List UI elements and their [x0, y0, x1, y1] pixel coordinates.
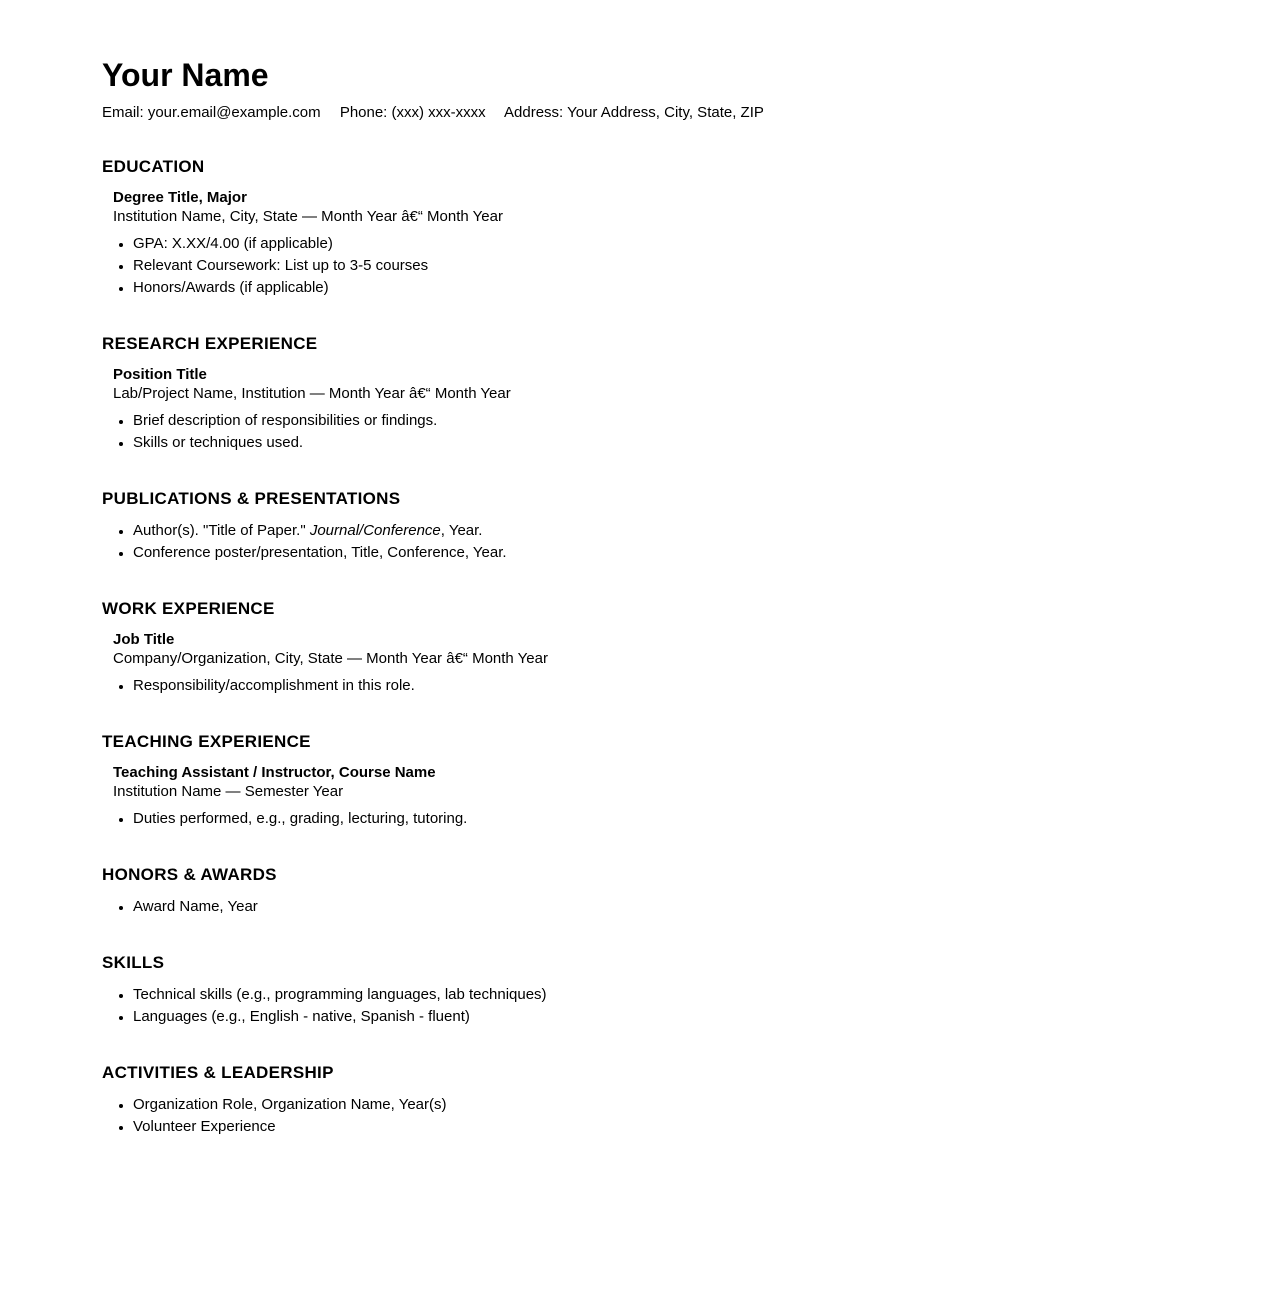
research-bullets [113, 410, 1158, 454]
publication-post: , Year. [440, 522, 483, 539]
section-heading-activities: ACTIVITIES & LEADERSHIP [102, 1063, 334, 1082]
contact-phone: Phone: (xxx) xxx-xxxx [339, 104, 486, 121]
bullet-volunteer: • Volunteer Experience [133, 1116, 1158, 1138]
section-work-experience [102, 599, 1158, 697]
section-heading-honors: HONORS & AWARDS [102, 865, 277, 884]
position-title: Position Title [113, 366, 207, 383]
teaching-institution-line: Institution Name — Semester Year [113, 783, 344, 800]
bullet-award: • Award Name, Year [133, 896, 1158, 918]
education-entry [113, 188, 1158, 299]
contact-email: Email: your.email@example.com [102, 104, 321, 121]
activities-bullets [102, 1094, 1158, 1138]
education-bullets [113, 233, 1158, 299]
institution-line: Institution Name, City, State — Month Year â€“ Month Year [113, 208, 503, 225]
bullet-publication [133, 520, 1158, 542]
company-line: Company/Organization, City, State — Month Year â€“ Month Year [113, 650, 548, 667]
degree-title: Degree Title, Major [113, 189, 247, 206]
section-heading-publications: PUBLICATIONS & PRESENTATIONS [102, 489, 401, 508]
section-education [102, 157, 1158, 299]
bullet-honors: • Honors/Awards (if applicable) [133, 277, 1158, 299]
bullet-organization-role: • Organization Role, Organization Name, Year(s) [133, 1094, 1158, 1116]
section-heading-education: EDUCATION [102, 157, 205, 176]
bullet-duties: • Duties performed, e.g., grading, lecturing, tutoring. [133, 808, 1158, 830]
contact-line [102, 104, 1158, 122]
publication-pre: Author(s). "Title of Paper." [133, 522, 310, 539]
job-title: Job Title [113, 631, 175, 648]
contact-address: Address: Your Address, City, State, ZIP [504, 104, 764, 121]
bullet-skills-used: • Skills or techniques used. [133, 432, 1158, 454]
bullet-conference: • Conference poster/presentation, Title, Conference, Year. [133, 542, 1158, 564]
teaching-bullets [113, 808, 1158, 830]
lab-line: Lab/Project Name, Institution — Month Year â€“ Month Year [113, 385, 511, 402]
section-honors-awards [102, 865, 1158, 918]
section-heading-work: WORK EXPERIENCE [102, 599, 275, 618]
section-activities-leadership [102, 1063, 1158, 1138]
section-publications [102, 489, 1158, 564]
publication-journal: Journal/Conference [309, 522, 441, 539]
resume-name: Your Name [102, 57, 269, 93]
bullet-description: • Brief description of responsibilities or findings. [133, 410, 1158, 432]
bullet-gpa: • GPA: X.XX/4.00 (if applicable) [133, 233, 1158, 255]
honors-bullets [102, 896, 1158, 918]
section-teaching-experience [102, 732, 1158, 830]
section-skills [102, 953, 1158, 1028]
publications-bullets [102, 520, 1158, 564]
section-heading-skills: SKILLS [102, 953, 165, 972]
bullet-languages: • Languages (e.g., English - native, Spanish - fluent) [133, 1006, 1158, 1028]
teaching-entry [113, 763, 1158, 830]
teaching-title: Teaching Assistant / Instructor, Course Name [113, 764, 436, 781]
skills-bullets [102, 984, 1158, 1028]
section-heading-research: RESEARCH EXPERIENCE [102, 334, 318, 353]
section-heading-teaching: TEACHING EXPERIENCE [102, 732, 311, 751]
bullet-technical-skills: • Technical skills (e.g., programming languages, lab techniques) [133, 984, 1158, 1006]
work-bullets [113, 675, 1158, 697]
section-research-experience [102, 334, 1158, 454]
work-entry [113, 630, 1158, 697]
research-entry [113, 365, 1158, 454]
bullet-coursework: • Relevant Coursework: List up to 3-5 courses [133, 255, 1158, 277]
bullet-responsibility: • Responsibility/accomplishment in this role. [133, 675, 1158, 697]
